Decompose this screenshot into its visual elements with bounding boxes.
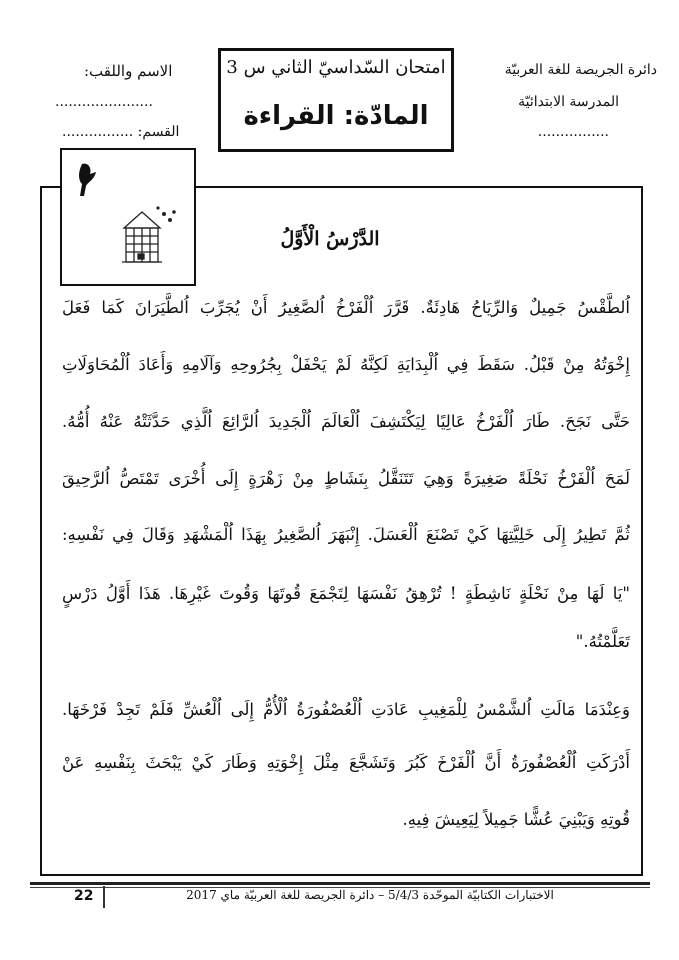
illustration-box [60,148,196,286]
subject-title: المادّة: القراءة [243,101,429,131]
school-blank: ................ [537,124,609,140]
bird-and-beehive-illustration [62,150,194,284]
exam-title-box [218,48,454,152]
footer-text: الاختبارات الكتابيّة الموحّدة 5/4/3 – دائرة الجريصة للغة العربيّة ماي 2017 [186,888,554,902]
lesson-title: الدَّرْسُ الْأَوَّلُ [280,228,380,250]
text-line: إِخْوَتُهُ مِنْ قَبْلُ. سَقَطَ فِي اُلْبِدَايَةِ لَكِنَّهُ لَمْ يَحْفَلْ بِجُرُوحِهِ وَآلَامِهِ وَأَعَادَ اُلْمُحَاوَلَاتِ [62,355,630,374]
class-label: القسم: [137,124,180,140]
text-line: أَدْرَكَتِ اُلْعُصْفُورَةُ أَنَّ اُلْفَرْخَ كَبُرَ وَتَشَجَّعَ مِثْلَ إِخْوَتِهِ وَطَارَ كَيْ يَبْحَثَ بِنَفْسِهِ عَنْ [62,753,630,772]
text-line: تَعَلَّمْتُهُ." [575,632,630,651]
bird-icon [79,164,96,196]
page-number: 22 [74,888,94,904]
school-name: المدرسة الابتدائيّة [518,94,619,110]
text-line: لَمَحَ اُلْفَرْخُ نَحْلَةً صَغِيرَةً وَهِيَ تَتَنَقَّلُ بِنَشَاطٍ مِنْ زَهْرَةٍ إِلَى أُخْرَى تَمْتَصُّ اُلرَّحِيقَ [62,469,630,488]
text-line: حَتَّى نَجَحَ. طَارَ اُلْفَرْخُ عَالِيًا لِيَكْتَشِفَ اُلْعَالَمَ اُلْجَدِيدَ اُلرَّائِعَ اُلَّذِي حَدَّثَتْهُ عَنْهُ أُمُّهُ. [62,412,630,431]
name-label: الاسم واللقب: [84,62,173,80]
text-line: قُوتِهِ وَيَبْنِيَ عُشًّا جَمِيلاً لِيَعِيشَ فِيهِ. [402,810,630,829]
page-number-separator [103,886,105,908]
class-field[interactable]: ................ [62,124,134,140]
text-line: وَعِنْدَمَا مَالَتِ اُلشَّمْسُ لِلْمَغِيبِ عَادَتِ اُلْعُصْفُورَةُ اُلْأُمُّ إِلَى اُلْعُشِّ فَلَمْ تَجِدْ فَرْخَهَا. [62,700,630,719]
beehive-icon [122,212,162,262]
class-field-row [62,124,179,140]
directorate-name: دائرة الجريصة للغة العربيّة [504,62,657,78]
text-line: اُلطَّقْسُ جَمِيلٌ وَالرِّيَاحُ هَادِئَةٌ. قَرَّرَ اُلْفَرْخُ اُلصَّغِيرُ أَنْ يُجَرِّبَ اُلطَّيَرَانَ كَمَا فَعَلَ [62,298,630,317]
footer-divider [30,882,650,885]
text-line: ثُمَّ تَطِيرُ إِلَى خَلِيَّتِهَا كَيْ تَصْنَعَ اُلْعَسَلَ. إِنْبَهَرَ اُلصَّغِيرُ بِهَذَا اُلْمَشْهَدِ وَقَالَ فِي نَفْسِهِ: [62,525,630,544]
bees-icon [156,206,175,222]
exam-title: امتحان السّداسيّ الثاني س 3 [226,57,446,78]
text-line: "يَا لَهَا مِنْ نَحْلَةٍ نَاشِطَةٍ ! تُرْهِقُ نَفْسَهَا لِتَجْمَعَ قُوتَهَا وَقُوتَ غَيْرِهَا. هَذَا أَوَّلُ دَرْسٍ [62,584,630,603]
name-field[interactable]: ...................... [55,94,153,110]
